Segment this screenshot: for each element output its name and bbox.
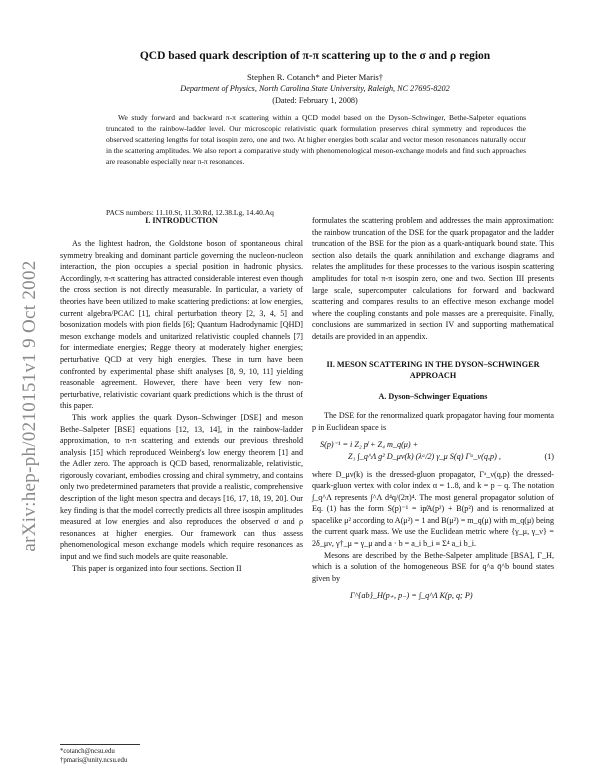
footnote-email-2: †pmaris@unity.ncsu.edu [60,757,128,764]
where-paragraph: where D_μν(k) is the dressed-gluon propagator, Γᵃ_ν(q,p) the dressed-quark-gluon vertex with color index α = 1..8, and k = p − q. The notation ∫_q^Λ represents ∫^Λ d⁴q/(2π)⁴. The most general propagator solution of Eq. (1) has the form S(p)⁻¹ = ip̸A(p²) + B(p²) and is renormalized at spacelike μ² according to A(μ²) = 1 and B(μ²) = m_q(μ) with m_q(μ) being the current quark mass. We use the Euclidean metric where {γ_μ, γ_ν} = 2δ_μν, γ†_μ = γ_μ and a · b = a_i b_i ≡ Σ⁴ a_i b_i. [312,469,554,549]
subsection-heading-dse: A. Dyson–Schwinger Equations [378,391,488,401]
equation-1-line-2: Z₁ ∫_q^Λ g² D_μν(k) (λᵃ/2) γ_μ S(q) Γᵃ_ν(q,p) , [348,451,501,461]
authors: Stephen R. Cotanch* and Pieter Maris† [246,72,384,82]
dse-paragraph: The DSE for the renormalized quark propagator having four momenta p in Euclidean space is [312,411,554,432]
equation-1-line-1: S(p)⁻¹ = i Z₂ p̸ + Z₄ m_q(μ) + [320,440,419,450]
intro-paragraph-3: This paper is organized into four sections. Section II [72,563,242,573]
date-line: (Dated: February 1, 2008) [272,96,358,105]
footnote-rule [60,744,140,745]
equation-1 [320,439,554,462]
right-paragraph-continued: formulates the scattering problem and addresses the main approximation: the rainbow truncation of the DSE for the quark propagator and the ladder truncation of the BSE for the pion as a quark-antiquark bound state. This section also details the quark annihilation and exchange diagrams and relates the amplitudes for these processes to the various isospin scattering amplitudes for total π-π isospin zero, one and two. Section III presents large scale, supercomputer calculations for forward and backward scattering and compares results to an effective meson exchange model where the coupling constants and pole masses are a prerequisite. Finally, conclusions are summarized in section IV and supporting mathematical details are provided in an appendix. [312,216,554,341]
section-heading-introduction: I. INTRODUCTION [145,216,218,225]
equation-2: Γ^{ab}_H(p₊, p₋) = ∫_q^Λ K(p, q; P) [350,591,473,601]
footnotes [60,747,303,765]
equation-1-number: (1) [544,451,554,461]
arxiv-identifier: arXiv:hep-ph/0210151v1 9 Oct 2002 [19,260,40,552]
footnote-email-1: *cotanch@ncsu.edu [60,748,115,755]
bse-paragraph: Mesons are described by the Bethe-Salpeter amplitude [BSA], Γ_H, which is a solution of the homogeneous BSE for q^a q̄^b bound states given by [312,550,554,583]
right-column [312,215,554,608]
paper-title: QCD based quark description of π-π scattering up to the σ and ρ region [139,50,491,62]
intro-paragraph-2: This work applies the quark Dyson–Schwinger [DSE] and meson Bethe–Salpeter [BSE] equations [12, 13, 14], in the rainbow-ladder approximation, to π-π scattering and extends our previous threshold analysis [15] which reproduced Weinberg's low energy theorem [1] and the Adler zero. The approach is QCD based, renormalizable, relativistic, rigorously covariant, embodies crossing and chiral symmetry, and contains only two predetermined parameters that provide a realistic, comprehensive description of the light meson spectra and decays [16, 17, 18, 19, 20]. Our key finding is that the model correctly predicts all three isospin amplitudes measured at low energies and also reproduces the observed σ and ρ resonances at higher energies. Our framework can thus assess phenomenological meson exchange models which require resonances as input and we find such models are quite reasonable. [60,412,303,562]
section-heading-meson-scattering: II. MESON SCATTERING IN THE DYSON–SCHWINGER APPROACH [326,359,540,380]
pacs-numbers: PACS numbers: 11.10.St, 11.30.Rd, 12.38.Lg, 14.40.Aq [106,208,274,217]
intro-paragraph-1: As the lightest hadron, the Goldstone boson of spontaneous chiral symmetry breaking and dominant particle governing the nucleon-nucleon interaction, the pion occupies a special position in hadronic physics. Accordingly, π-π scattering has attracted considerable interest even though the cross section is not directly measurable. In particular, a variety of theories have been utilized to make scattering predictions: at low energies, current algebra/PCAC [1], chiral perturbation theory [2, 3, 4, 5] and bosonization models with pion fields [6]; Quantum Hadrodynamic [QHD] meson exchange models and unitarized relativistic coupled channels [7] for intermediate energies; Regge theory at moderately higher energies; perturbative QCD at very high energies. These in turn have been confronted by experimental phase shift analyses [8, 9, 10, 11] yielding reasonable agreement. However, there have been very few non-perturbative, relativistic covariant quark predictions which is the thrust of this paper. [60,239,303,411]
affiliation: Department of Physics, North Carolina State University, Raleigh, NC 27695-8202 [180,84,450,93]
abstract: We study forward and backward π-π scattering within a QCD model based on the Dyson–Schwinger, Bethe-Salpeter equations truncated to the rainbow-ladder level. Our microscopic relativistic quark formulation preserves chiral symmetry and reproduces the observed scattering lengths for total isospin zero, one and two. At higher energies both scalar and vector meson resonances naturally occur in the scattering amplitudes. We also report a comparative study with phenomenological meson-exchange models and find such approaches are reasonable especially near π-π resonances. [106,113,526,166]
left-column [60,215,303,574]
